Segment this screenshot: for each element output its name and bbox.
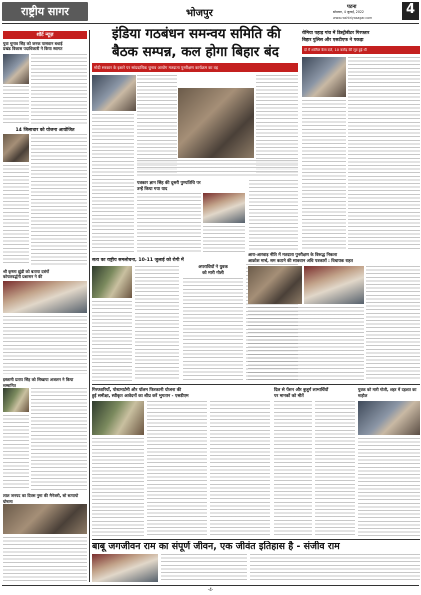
band-rule-1: [92, 384, 420, 385]
mid-headline-1: पत्रकार ज्ञान सिंह की दूसरी पुण्यतिथि पर: [137, 181, 201, 186]
mid-photo-5: [92, 401, 144, 435]
mid-text-6: [274, 401, 312, 536]
page-folio: -4-: [207, 587, 214, 592]
left-headline-1: युवा चुनाव सिंह को जनक पासवान बधाई: [3, 41, 63, 46]
mid-headline-3b: को मारी गोली: [202, 271, 224, 276]
right-text-2: [248, 307, 364, 381]
lead-strap-text: मोदी सरकार के इशारे पर सांप्रदायिक चुनाव आयोग मतदाता पुनरीक्षण कार्यक्रम का वह: [94, 64, 219, 70]
right-headline-1: रोमिया पहाड़ गांव में डिस्ट्रीबीटर गिरफ्तार: [302, 31, 370, 36]
mid-headline-3: अपराधियों ने युवक: [198, 265, 228, 270]
left-headline-3: श्री कृष्णा झुंडी को बताया दबंगों: [3, 269, 50, 274]
left-text-2b: [3, 165, 29, 266]
lead-text-1: [92, 114, 134, 254]
mid-photo-1: [203, 193, 245, 223]
mid-headline-4b: आक्रोश मार्च, सम कटाने की सावधान अधि पत्रकारों : विधायक राहत: [248, 258, 353, 263]
bottom-headline: बाबू जगजीवन राम का संपूर्ण जीवन, एक जीवंत इतिहास है - संजीव राम: [92, 541, 340, 552]
masthead-title: राष्ट्रीय सागर: [21, 5, 69, 18]
masthead-website: www.rashtriyasagar.com: [333, 16, 373, 20]
masthead-title-block: [2, 2, 88, 21]
mid-text-5c: [210, 401, 270, 536]
mid-text-5b: [147, 401, 207, 536]
masthead-rule: [2, 23, 419, 24]
right-headline-2: बिहार पुलिस और एसटीएफ ने पकड़ा: [302, 38, 364, 43]
lead-photo-2: [178, 88, 254, 158]
mid-headline-4: आरा-आरवाड़ नीति में मतदाता पुनरीक्षण के विरूद्ध निकला: [248, 252, 338, 257]
left-headline-5: लाल जनपद का दिवस नुमा की मैनेजरी, सो सत्यायो घोषणा: [3, 493, 79, 504]
left-text-4: [31, 388, 87, 490]
mid-headline-6: दिल से पेंशन और बुजुर्ग लाभार्थियों: [274, 388, 329, 393]
left-text-1b: [3, 86, 29, 124]
edition-name: भोजपुर: [186, 8, 213, 19]
mid-headline-5: गिरफ्तारियाँ, पोस्टमार्टमी और पॉलम फिरकानी योजना की: [92, 388, 182, 393]
left-photo-1: [3, 54, 29, 84]
left-text-1: [31, 54, 87, 124]
left-text-3: [3, 316, 87, 374]
mid-text-2: [92, 301, 132, 381]
brief-header: [3, 31, 87, 39]
mid-headline-6b: पर मानकों को मौतें: [274, 394, 304, 399]
band-rule-2: [92, 539, 420, 540]
mid-text-7: [358, 438, 420, 536]
left-column-divider: [89, 30, 90, 582]
mid-text-3: [183, 278, 243, 381]
lead-headline-1: इंडिया गठबंधन समन्वय समिति की: [112, 26, 281, 42]
lead-strap: [92, 63, 298, 72]
left-text-4b: [3, 415, 29, 490]
lead-photo: [92, 75, 136, 111]
mid-text-6b: [315, 401, 355, 536]
mid-photo-2: [92, 266, 132, 298]
mid-right-text: [249, 180, 298, 250]
page-number-badge: [402, 2, 419, 20]
mid-text-1b: [203, 226, 245, 253]
mid-photo-7: [358, 401, 420, 435]
left-headline-1b: प्रखंड विकास पदाधिकारी ने किया स्वागत: [3, 46, 63, 51]
mid-headline-5b: हुई समीक्षा, स्वीकृत आवेदनों का शीघ्र करें भुगतान - एसडीएम: [92, 394, 189, 399]
left-photo-5: [3, 504, 87, 534]
masthead-date: सोमवार, 4 जुलाई, 2022: [333, 10, 364, 14]
right-photo-1: [302, 57, 346, 97]
left-headline-4: इस्लामी प्रताप सिंह को सिखाया अजलन ने किया सम्मानित: [3, 377, 74, 388]
right-strap-text: दो में शामिल केस दर्ज, 10 करोड़ की लूट हुई थी: [304, 47, 367, 52]
bottom-photo: [92, 554, 158, 582]
mid-text-2b: [135, 266, 179, 381]
mid-headline-1b: उन्हें किया गया याद: [137, 187, 168, 192]
left-text-2: [31, 134, 87, 266]
left-headline-3b: कोयलवर्द्धनी प्रशासन ने की: [3, 274, 43, 279]
left-photo-2: [3, 134, 29, 162]
page-number: 4: [405, 2, 416, 17]
left-photo-4: [3, 388, 29, 412]
left-column: [3, 30, 87, 582]
right-text-1b: [302, 100, 346, 249]
right-photo-3: [304, 266, 364, 304]
mid-headline-2: सत्य का राष्ट्रीय समलोचना, 10-11 जुलाई को रोगी में: [92, 258, 184, 263]
left-text-5: [3, 537, 87, 582]
mid-headline-7: युवक को मारी गोली, शहर में दहशत का माहौल: [358, 387, 417, 398]
lead-headline-2: बैठक सम्पन्न, कल होगा बिहार बंद: [112, 44, 279, 60]
lead-text-4: [137, 160, 298, 176]
footer-rule: [2, 585, 419, 586]
right-strap: [302, 46, 420, 54]
right-photo-2: [248, 266, 302, 304]
brief-header-label: शॉर्ट न्यूज़: [36, 32, 54, 38]
right-text-1: [348, 57, 420, 249]
left-photo-3: [3, 281, 87, 313]
bottom-text-2: [250, 554, 420, 582]
right-text-3: [366, 266, 420, 381]
masthead-city: पटना: [347, 4, 357, 10]
mid-text-1: [137, 193, 201, 253]
left-headline-2: 14 जिलाधार को योजना आयोजित: [15, 128, 75, 133]
mid-text-5: [92, 438, 144, 536]
bottom-text-1: [161, 554, 247, 582]
